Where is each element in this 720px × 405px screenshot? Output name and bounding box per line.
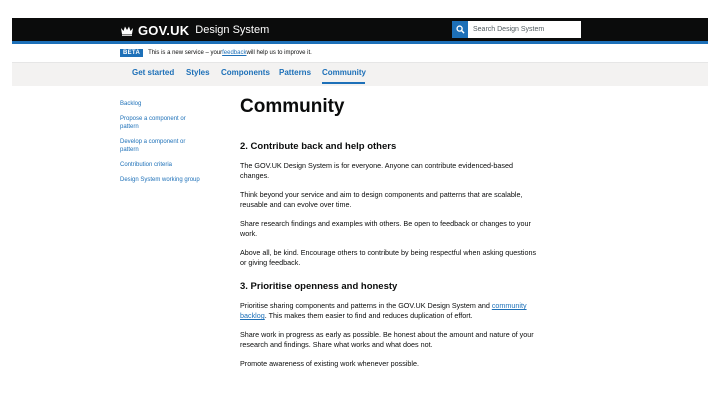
nav-item-community[interactable]: Community bbox=[322, 68, 366, 77]
section-heading-openness: 3. Prioritise openness and honesty bbox=[240, 281, 398, 292]
section-heading-contribute: 2. Contribute back and help others bbox=[240, 141, 397, 152]
search-button[interactable] bbox=[452, 21, 468, 38]
nav-item-patterns[interactable]: Patterns bbox=[279, 68, 312, 77]
paragraph-5-after: . This makes them easier to find and reduces duplication of effort. bbox=[264, 311, 473, 320]
sidebar-item-contribution-criteria[interactable]: Contribution criteria bbox=[120, 162, 173, 168]
phase-text-after: will help us to improve it. bbox=[246, 50, 312, 56]
sidebar-item-develop[interactable]: Develop a component or pattern bbox=[120, 139, 186, 153]
sidebar-item-working-group[interactable]: Design System working group bbox=[120, 177, 200, 183]
search-form bbox=[452, 21, 581, 38]
govuk-logo-link[interactable] bbox=[120, 21, 269, 39]
nav-active-indicator bbox=[322, 82, 365, 84]
nav-item-get-started[interactable]: Get started bbox=[132, 68, 175, 77]
header-blue-bar bbox=[12, 41, 708, 44]
paragraph-7: Promote awareness of existing work whenever possible. bbox=[240, 359, 419, 368]
logo-text: GOV.UK bbox=[138, 22, 190, 38]
nav-item-components[interactable]: Components bbox=[221, 68, 270, 77]
beta-tag: BETA bbox=[120, 49, 143, 57]
site-header bbox=[12, 18, 708, 41]
paragraph-4: Above all, be kind. Encourage others to contribute by being respectful when asking questions or giving feedback. bbox=[240, 248, 537, 267]
page-title: Community bbox=[240, 96, 345, 117]
paragraph-3: Share research findings and examples with others. Be open to feedback or changes to your work. bbox=[240, 219, 531, 238]
search-icon bbox=[456, 25, 465, 34]
feedback-link[interactable]: feedback bbox=[222, 50, 247, 56]
search-input[interactable]: Search Design System bbox=[468, 21, 581, 38]
paragraph-2: Think beyond your service and aim to design components and patterns that are scalable, reusable and can evolve over time. bbox=[240, 190, 523, 209]
paragraph-1: The GOV.UK Design System is for everyone. Anyone can contribute evidenced-based changes. bbox=[240, 161, 514, 180]
phase-text-before: This is a new service – your bbox=[148, 50, 223, 56]
crown-icon bbox=[120, 25, 134, 36]
nav-item-styles[interactable]: Styles bbox=[186, 68, 210, 77]
sidebar-item-propose[interactable]: Propose a component or pattern bbox=[120, 116, 186, 130]
phase-banner bbox=[120, 47, 312, 59]
sidebar-item-backlog[interactable]: Backlog bbox=[120, 101, 142, 107]
service-name-link[interactable]: Design System bbox=[195, 24, 270, 36]
paragraph-6: Share work in progress as early as possible. Be honest about the amount and nature of your research and findings. Share what works and what does not. bbox=[240, 330, 534, 349]
paragraph-5 bbox=[240, 301, 542, 321]
paragraph-5-before: Prioritise sharing components and patterns in the GOV.UK Design System and bbox=[240, 301, 492, 310]
community-backlog-link[interactable]: community backlog bbox=[240, 301, 527, 320]
